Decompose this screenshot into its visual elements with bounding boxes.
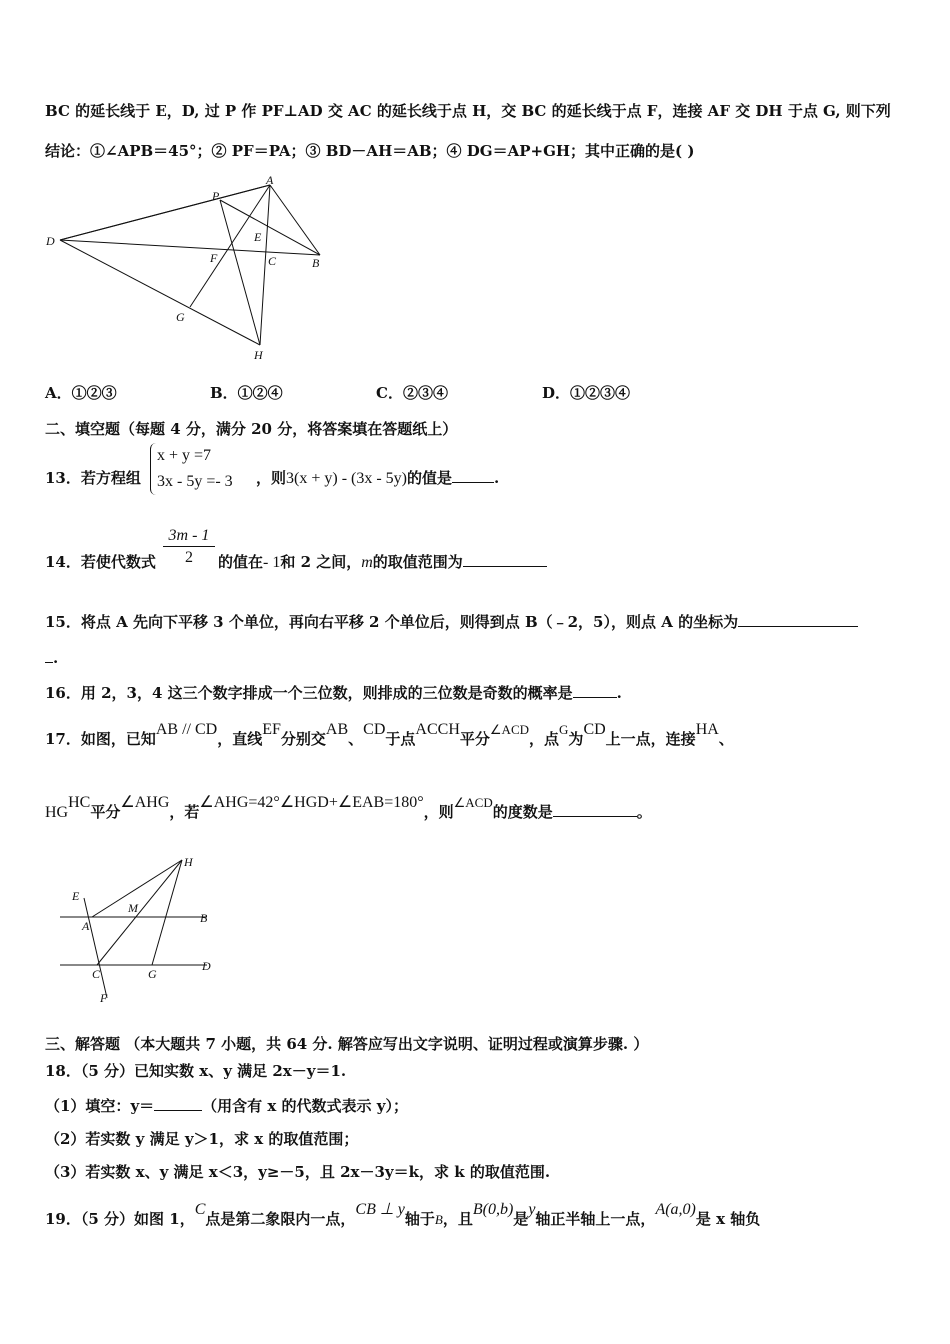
q17-ch: CH: [437, 721, 460, 738]
q17-cond2: ∠HGD+∠EAB=180°: [279, 794, 424, 811]
q14-low: - 1: [263, 554, 281, 571]
q19-t6: 是 x 轴负: [695, 1210, 761, 1228]
q17-t7: 上一点，连接: [605, 730, 696, 748]
q17-t11: 的度数是: [492, 803, 553, 821]
fig2-label-E: E: [72, 889, 80, 903]
q17-ha: HA: [695, 721, 719, 738]
q17-ahg: ∠AHG: [120, 794, 170, 811]
q12-figure: [40, 175, 340, 370]
fig2-label-M: M: [128, 901, 138, 915]
q14-var: m: [361, 554, 373, 571]
q13-tail: 的值是: [407, 469, 453, 487]
fig2-label-C: C: [92, 967, 101, 981]
q18-part3: （3）若实数 x、y 满足 x＜3，y≥－5，且 2x－3y＝k，求 k 的取值范围.: [45, 1163, 551, 1181]
q17-acd: ∠ACD: [489, 722, 530, 737]
q13-end: .: [494, 469, 500, 487]
q17-t10: ，则: [423, 803, 454, 821]
fig1-label-D: D: [46, 234, 55, 248]
q17-t6: 为: [568, 730, 584, 748]
q18-p1b: （用含有 x 的代数式表示 y）；: [202, 1097, 408, 1115]
fig1-label-G: G: [176, 310, 185, 324]
q14-fraction: [163, 526, 215, 569]
q17-hc: HC: [68, 794, 91, 811]
choice-d[interactable]: D．①②③④: [542, 384, 631, 402]
q15-cont: [45, 648, 58, 667]
q19-y: y: [528, 1201, 536, 1218]
fig1-label-E: E: [254, 230, 262, 244]
q15-period: .: [53, 649, 59, 667]
q17-line1: [45, 721, 734, 749]
q17-ab: AB: [325, 721, 349, 738]
q17-figure: [52, 850, 232, 1010]
q17-ab-cd: AB // CD: [155, 721, 218, 738]
q17-t4: 平分: [459, 730, 490, 748]
q14-mid2: 和 2 之间，: [280, 553, 362, 571]
q17-sep2: 、: [718, 730, 734, 748]
q19-cby: CB ⊥ y: [355, 1201, 405, 1218]
fig1-label-P: P: [212, 189, 220, 203]
fig1-label-A: A: [266, 175, 274, 187]
q17-end: 。: [636, 803, 652, 821]
fig2-label-B: B: [200, 911, 208, 925]
q17-ef: EF: [262, 721, 281, 738]
q17-hg: HG: [45, 804, 69, 821]
q17-num: 17．如图，已知: [45, 730, 156, 748]
q13-equation-system: [150, 443, 233, 495]
choice-c[interactable]: C．②③④: [376, 384, 448, 402]
q13-expr: 3(x + y) - (3x - 5y): [286, 470, 408, 487]
section3-heading: 三、解答题 （本大题共 7 小题，共 64 分. 解答应写出文字说明、证明过程或演算步骤. ）: [45, 1035, 649, 1053]
q18-part1: [45, 1095, 408, 1116]
fig2-label-H: H: [184, 855, 193, 869]
fig2-label-D: D: [202, 959, 211, 973]
choice-a[interactable]: A．①②③: [45, 384, 117, 402]
q13-eq1: x + y =7: [157, 447, 212, 464]
q18-part2: （2）若实数 y 满足 y＞1，求 x 的取值范围；: [45, 1130, 359, 1148]
q16-answer-blank[interactable]: [573, 683, 617, 698]
q13-mid: ，则: [256, 469, 287, 487]
q14-label: 14．若使代数式: [45, 553, 156, 571]
q17-t3: 于点: [385, 730, 416, 748]
q14-denominator: 2: [185, 549, 193, 566]
fig2-label-A: A: [82, 919, 90, 933]
q19-t2: 轴于: [404, 1210, 435, 1228]
q19-line: [45, 1201, 761, 1229]
q13-label: 13．若方程组: [45, 469, 141, 487]
q19-t5: 轴正半轴上一点，: [535, 1210, 656, 1228]
q19-c: C: [194, 1201, 206, 1218]
q17-cd: CD: [363, 721, 386, 738]
q17-g: G: [559, 722, 569, 737]
q14-answer-blank[interactable]: [463, 552, 547, 567]
q12-line1: BC 的延长线于 E，D, 过 P 作 PF⊥AD 交 AC 的延长线于点 H，交 BC 的延长线于点 F，连接 AF 交 DH 于点 G, 则下列: [45, 102, 891, 120]
q19-t3: ，且: [442, 1210, 473, 1228]
q19-num: 19．（5 分）如图 1，: [45, 1210, 195, 1228]
fig1-label-H: H: [254, 348, 263, 362]
q15-question: 15．将点 A 先向下平移 3 个单位，再向右平移 2 个单位后，则得到点 B（﹣2，5），则点 A 的坐标为: [45, 613, 739, 631]
q17-t8: 平分: [90, 803, 121, 821]
q14-mid: 的值在: [218, 553, 264, 571]
q14-rest: [218, 551, 547, 572]
fig2-label-F: F: [100, 991, 108, 1005]
q13-answer-blank[interactable]: [452, 468, 494, 483]
fig1-label-F: F: [210, 251, 218, 265]
section2-heading: 二、填空题（每题 4 分，满分 20 分，将答案填在答题纸上）: [45, 420, 458, 438]
q17-cd2: CD: [583, 721, 606, 738]
fig1-label-C: C: [268, 254, 277, 268]
fig1-label-B: B: [312, 256, 320, 270]
q19-t4: 是: [513, 1210, 529, 1228]
q18-p1a: （1）填空：y＝: [45, 1097, 155, 1115]
q17-t1: ，直线: [217, 730, 263, 748]
q13-rest: [256, 467, 499, 488]
q17-cond1: ∠AHG=42°: [199, 794, 280, 811]
q16-end: .: [616, 684, 622, 702]
q15-answer-blank-cont[interactable]: [45, 648, 53, 663]
fig2-label-G: G: [148, 967, 157, 981]
q13-eq2: 3x - 5y =- 3: [157, 473, 233, 490]
q17-t2: 分别交: [280, 730, 326, 748]
q17-c: C: [426, 721, 438, 738]
q19-b0b: B(0,b): [472, 1201, 514, 1218]
q17-answer-blank[interactable]: [553, 802, 637, 817]
q16-question: 16．用 2，3，4 这三个数字排成一个三位数，则排成的三位数是奇数的概率是: [45, 684, 573, 702]
q18-stem: 18．（5 分）已知实数 x、y 满足 2x－y＝1.: [45, 1062, 347, 1080]
q15-text: [45, 611, 858, 632]
q17-acd2: ∠ACD: [453, 795, 493, 810]
q14-numerator: 3m - 1: [163, 526, 215, 547]
q19-a0: A(a,0): [655, 1201, 696, 1218]
q17-line2: [45, 794, 652, 822]
q17-a: A: [415, 721, 427, 738]
q16-text: [45, 682, 622, 703]
q17-sep: 、: [348, 730, 364, 748]
q14-tail: 的取值范围为: [372, 553, 463, 571]
q19-b: B: [434, 1212, 443, 1227]
q19-t1: 点是第二象限内一点，: [205, 1210, 356, 1228]
q17-t9: ，若: [169, 803, 200, 821]
q17-t5: ，点: [529, 730, 560, 748]
choice-b[interactable]: B．①②④: [210, 384, 283, 402]
q12-line2: 结论：①∠APB＝45°；② PF＝PA；③ BD－AH＝AB；④ DG＝AP+GH；其中正确的是( ): [45, 142, 695, 160]
q15-answer-blank[interactable]: [738, 612, 858, 627]
q18-answer-blank[interactable]: [154, 1096, 202, 1111]
